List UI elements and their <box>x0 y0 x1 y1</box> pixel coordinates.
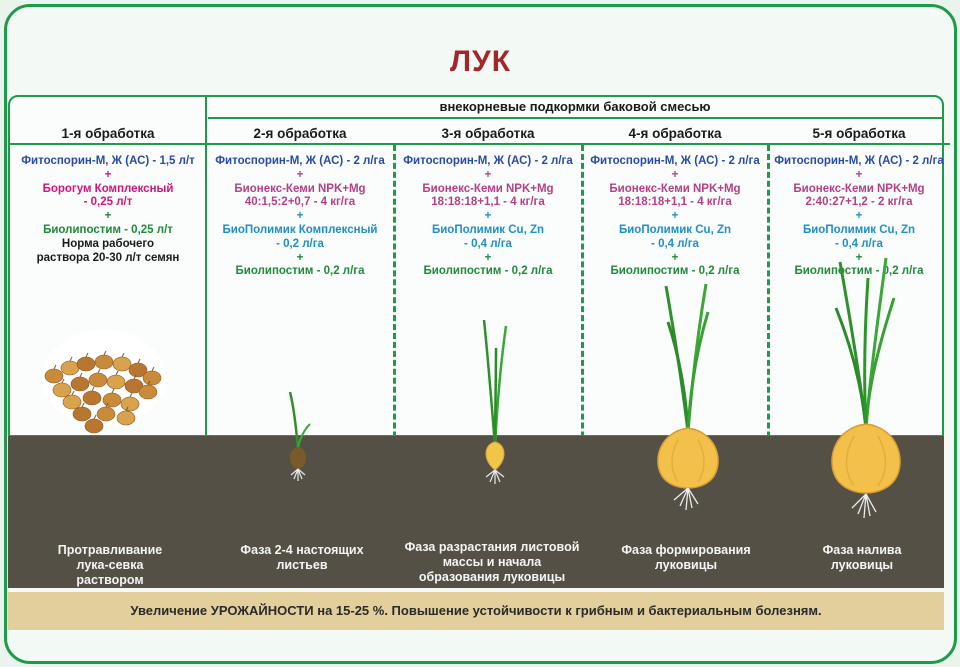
recipe-line: Фитоспорин-М, Ж (АС) - 2 л/га <box>215 155 385 167</box>
plus-sign: + <box>484 251 492 264</box>
recipe-line: БиоПолимик Cu, Zn <box>431 223 545 236</box>
footer-banner: Увеличение УРОЖАЙНОСТИ на 15-25 %. Повышение устойчивости к грибным и бактериальным болезням. <box>8 592 944 630</box>
recipe-line: 2:40:27+1,2 - 2 кг/га <box>805 196 913 209</box>
onion-bulb-icon <box>824 258 908 522</box>
recipe-line: - 0,2 л/га <box>276 237 324 250</box>
treatment-header: 5-я обработка <box>812 126 906 141</box>
treatment-header: 3-я обработка <box>441 126 535 141</box>
recipe-line: - 0,4 л/га <box>835 237 883 250</box>
plus-sign: + <box>671 251 679 264</box>
treatment-recipe <box>206 155 394 279</box>
treatment-header: 2-я обработка <box>253 126 347 141</box>
recipe-line: Фитоспорин-М, Ж (АС) - 2 л/га <box>403 155 573 167</box>
recipe-line: 18:18:18+1,1 - 4 кг/га <box>618 196 732 209</box>
treatment-header: 1-я обработка <box>61 126 155 141</box>
plus-sign: + <box>671 210 679 223</box>
plus-sign: + <box>104 210 112 223</box>
phase-label-2: Фаза 2-4 настоящих листьев <box>240 543 364 572</box>
recipe-line: Фитоспорин-М, Ж (АС) - 1,5 л/т <box>21 155 195 167</box>
treatment-header: 4-я обработка <box>628 126 722 141</box>
recipe-line: Фитоспорин-М, Ж (АС) - 2 л/га <box>590 155 760 167</box>
recipe-line: - 0,25 л/т <box>83 196 133 209</box>
onion-sprout-icon <box>276 388 320 484</box>
plus-sign: + <box>484 168 492 181</box>
recipe-line: БиоПолимик Cu, Zn <box>618 223 732 236</box>
recipe-line: Биолипостим - 0,2 л/га <box>423 265 553 278</box>
phase-label-3: Фаза разрастания листовой массы и начала образования луковицы <box>404 540 580 584</box>
plus-sign: + <box>296 168 304 181</box>
foliar-feeding-header: внекорневые подкормки баковой смесью <box>208 97 942 119</box>
plus-sign: + <box>296 210 304 223</box>
header-rule <box>768 143 950 145</box>
recipe-line: Бионекс-Кеми NPK+Mg <box>422 182 554 195</box>
treatment-recipe <box>582 155 768 279</box>
phase-label-5: Фаза налива луковицы <box>822 543 902 572</box>
recipe-line: Бионекс-Кеми NPK+Mg <box>609 182 741 195</box>
phase-label-4: Фаза формирования луковицы <box>621 543 751 572</box>
recipe-line: Фитоспорин-М, Ж (АС) - 2 л/га <box>774 155 944 167</box>
recipe-line: - 0,4 л/га <box>464 237 512 250</box>
recipe-line: Биолипостим - 0,2 л/га <box>235 265 365 278</box>
recipe-line: БиоПолимик Комплексный <box>222 223 378 236</box>
plus-sign: + <box>296 251 304 264</box>
header-rule <box>582 143 768 145</box>
column-divider <box>205 97 207 436</box>
plus-sign: + <box>484 210 492 223</box>
onion-sprout-icon <box>470 318 520 486</box>
recipe-line: БиоПолимик Cu, Zn <box>802 223 916 236</box>
onion-bulb-icon <box>648 282 728 514</box>
recipe-line: - 0,4 л/га <box>651 237 699 250</box>
header-rule <box>10 143 206 145</box>
treatment-recipe <box>10 155 206 265</box>
plus-sign: + <box>855 210 863 223</box>
header-rule <box>206 143 394 145</box>
recipe-line: раствора 20-30 л/т семян <box>36 251 180 264</box>
recipe-line: Бионекс-Кеми NPK+Mg <box>793 182 925 195</box>
recipe-line: Биолипостим - 0,2 л/га <box>610 265 740 278</box>
recipe-line: Бионекс-Кеми NPK+Mg <box>234 182 366 195</box>
treatment-recipe <box>394 155 582 279</box>
plus-sign: + <box>104 168 112 181</box>
recipe-line: Норма рабочего <box>61 237 155 250</box>
recipe-line: 18:18:18+1,1 - 4 кг/га <box>431 196 545 209</box>
header-rule <box>394 143 582 145</box>
plus-sign: + <box>671 168 679 181</box>
page-title: ЛУК <box>449 45 512 78</box>
plus-sign: + <box>855 168 863 181</box>
recipe-line: Биолипостим - 0,25 л/т <box>43 223 173 236</box>
recipe-line: 40:1,5:2+0,7 - 4 кг/га <box>244 196 356 209</box>
onion-sets-image <box>34 318 174 428</box>
recipe-line: Борогум Комплексный <box>42 182 174 195</box>
recipe-line: Биолипостим - 0,2 л/га <box>794 265 924 278</box>
phase-label-1: Протравливание лука-севка раствором <box>57 543 163 587</box>
plus-sign: + <box>855 251 863 264</box>
